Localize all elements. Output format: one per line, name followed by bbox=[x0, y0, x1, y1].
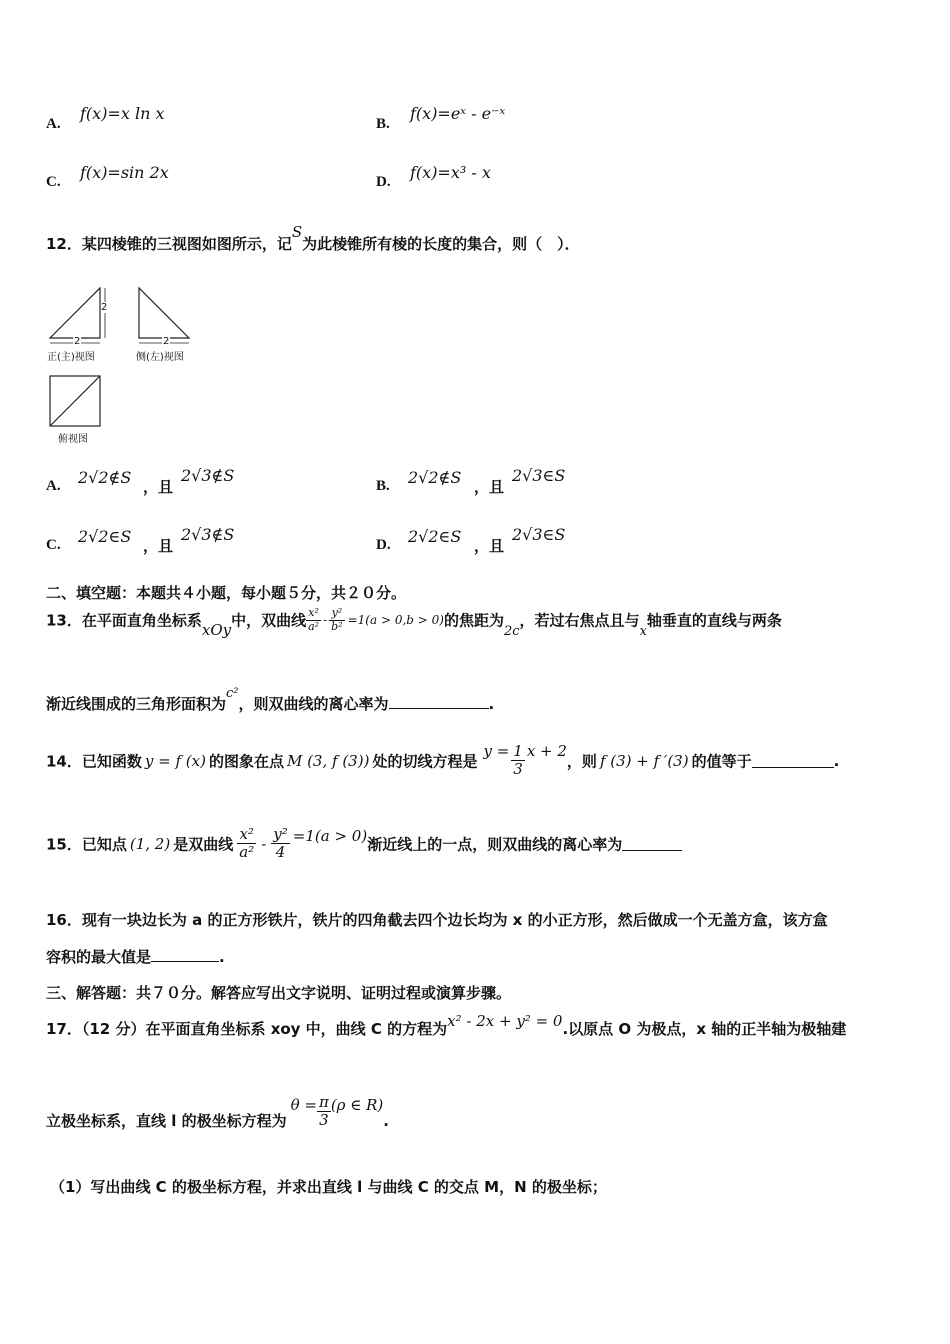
q14-frac-num: 1 bbox=[513, 742, 523, 760]
q12-option-c-sep: ，且 bbox=[143, 537, 174, 555]
q13-end: . bbox=[488, 695, 495, 713]
q12-var-s: S bbox=[291, 223, 303, 241]
q13-minus: - bbox=[323, 613, 328, 628]
q17-frac-num: π bbox=[318, 1093, 329, 1111]
top-view-caption: 俯视图 bbox=[58, 434, 88, 445]
q12-option-c-second: 2√3∉S bbox=[181, 525, 235, 544]
q11-option-d-label: D. bbox=[376, 174, 391, 190]
q14-line bbox=[46, 743, 839, 779]
q12-option-b-sep: ，且 bbox=[474, 478, 505, 496]
q14-frac-den: 3 bbox=[513, 760, 523, 779]
q12-option-c-label: C. bbox=[46, 537, 61, 553]
q15-point: (1, 2) bbox=[129, 834, 171, 853]
q13-answer-blank[interactable] bbox=[389, 694, 489, 709]
q13-condition: =1(a > 0,b > 0) bbox=[347, 613, 444, 628]
q13-text3: 的焦距为 bbox=[443, 611, 504, 630]
q17-line2 bbox=[46, 1094, 389, 1130]
q12-suffix: 为此棱锥所有棱的长度的集合，则（ ）． bbox=[302, 235, 580, 253]
q12-option-b-second: 2√3∈S bbox=[512, 466, 566, 485]
q17-subquestion-1: （1）写出曲线 C 的极坐标方程，并求出直线 l 与曲线 C 的交点 M，N 的极坐标； bbox=[50, 1178, 607, 1196]
q14-tail: x + 2 bbox=[526, 741, 567, 760]
q17-line1 bbox=[46, 1010, 847, 1038]
front-view-figure bbox=[50, 288, 108, 343]
q15-frac-x-den: a² bbox=[239, 843, 255, 862]
q15-text3: 渐近线上的一点，则双曲线的离心率为 bbox=[367, 835, 623, 854]
q13-text5: 轴垂直的直线与两条 bbox=[646, 611, 782, 630]
side-view-width-label: 2 bbox=[163, 336, 170, 347]
front-view-caption: 正(主)视图 bbox=[47, 352, 95, 363]
q15-frac-x-num: x² bbox=[237, 826, 256, 844]
section3-heading: 三、解答题：共７０分。解答应写出文字说明、证明过程或演算步骤。 bbox=[46, 984, 512, 1002]
q12-stem bbox=[46, 223, 580, 254]
q13-line2-text-b: ，则双曲线的离心率为 bbox=[238, 695, 389, 713]
q13-frac-x-num: x² bbox=[306, 607, 321, 621]
q17-frac bbox=[317, 1094, 331, 1130]
q12-prefix: 12．某四棱锥的三视图如图所示，记 bbox=[46, 235, 292, 253]
q12-option-a-sep: ，且 bbox=[143, 478, 174, 496]
q15-frac-y bbox=[271, 826, 290, 862]
q11-option-c-expr: f(x)=sin 2x bbox=[80, 163, 169, 182]
q11-option-d-expr: f(x)=x³ - x bbox=[410, 163, 491, 182]
q14-function: y = f (x) bbox=[144, 751, 206, 770]
side-view-caption: 侧(左)视图 bbox=[136, 352, 184, 363]
q17-frac-den: 3 bbox=[319, 1111, 329, 1130]
q17-text2: .以原点 O 为极点，x 轴的正半轴为极轴建 bbox=[562, 1020, 847, 1038]
q15-frac-y-den: 4 bbox=[275, 843, 286, 862]
q17-text1: 17．（12 分）在平面直角坐标系 xoy 中，曲线 C 的方程为 bbox=[46, 1020, 448, 1038]
q13-text4: ，若过右焦点且与 bbox=[519, 611, 640, 630]
side-view-figure bbox=[139, 288, 189, 343]
q16-line2 bbox=[46, 946, 225, 967]
q12-option-d-label: D. bbox=[376, 537, 391, 553]
q14-answer-blank[interactable] bbox=[752, 753, 834, 768]
q11-option-c-label: C. bbox=[46, 174, 61, 190]
q12-option-b-first: 2√2∉S bbox=[408, 468, 462, 487]
q12-option-a-second: 2√3∉S bbox=[181, 466, 235, 485]
q12-option-d-second: 2√3∈S bbox=[512, 525, 566, 544]
q14-point-m: M (3, f (3)) bbox=[286, 751, 370, 770]
q14-frac bbox=[509, 743, 527, 779]
q13-line2 bbox=[46, 681, 495, 713]
q13-frac-x bbox=[306, 607, 321, 633]
q12-option-a-first: 2√2∉S bbox=[78, 468, 132, 487]
front-view-width-label: 2 bbox=[74, 336, 81, 347]
q12-option-d-sep: ，且 bbox=[474, 537, 505, 555]
q11-option-b-label: B. bbox=[376, 116, 390, 132]
top-view-figure bbox=[50, 376, 100, 426]
q12-option-c-first: 2√2∈S bbox=[78, 527, 132, 546]
q15-line bbox=[46, 826, 682, 862]
q12-option-b-label: B. bbox=[376, 478, 390, 494]
q13-c-squared: c² bbox=[226, 686, 239, 701]
q15-text1: 15．已知点 bbox=[46, 835, 127, 854]
q12-option-d-first: 2√2∈S bbox=[408, 527, 462, 546]
q11-option-a-expr: f(x)=x ln x bbox=[80, 104, 165, 123]
q14-end: . bbox=[833, 751, 840, 770]
q15-frac-y-num: y² bbox=[273, 825, 288, 843]
q13-text2: 中，双曲线 bbox=[231, 611, 307, 630]
q11-option-b-expr: f(x)=eˣ - e⁻ˣ bbox=[410, 104, 506, 123]
q17-theta: θ = bbox=[290, 1096, 317, 1114]
q12-three-view-diagram bbox=[44, 282, 204, 444]
q13-2c: 2c bbox=[503, 623, 520, 639]
q13-frac-y bbox=[329, 607, 344, 633]
section2-heading: 二、填空题：本题共４小题，每小题５分，共２０分。 bbox=[46, 584, 407, 602]
q15-frac-x bbox=[233, 826, 256, 862]
q17-line2-text: 立极坐标系，直线 l 的极坐标方程为 bbox=[46, 1112, 287, 1130]
q13-line2-text-a: 渐近线围成的三角形面积为 bbox=[46, 695, 227, 713]
q13-frac-y-den: b² bbox=[331, 619, 343, 633]
q14-text4: ，则 bbox=[566, 752, 597, 771]
q17-end: . bbox=[383, 1112, 389, 1130]
q14-text5: 的值等于 bbox=[691, 752, 752, 771]
q13-text1: 13．在平面直角坐标系 bbox=[46, 611, 202, 630]
q15-minus: - bbox=[261, 834, 267, 853]
q14-text2: 的图象在点 bbox=[208, 752, 284, 771]
q13-frac-y-num: y² bbox=[329, 607, 344, 621]
q14-text3: 处的切线方程是 bbox=[372, 752, 478, 771]
q15-text2: 是双曲线 bbox=[173, 835, 234, 854]
q16-answer-blank[interactable] bbox=[151, 947, 219, 962]
q17-equation: x² - 2x + y² = 0 bbox=[447, 1012, 563, 1030]
front-view-height-label: 2 bbox=[101, 302, 108, 313]
q15-answer-blank[interactable] bbox=[622, 836, 682, 851]
q14-expr: f (3) + f ′(3) bbox=[599, 751, 689, 770]
q16-line1: 16．现有一块边长为 a 的正方形铁片，铁片的四角截去四个边长均为 x 的小正方形，然后做成一个无盖方盒，该方盒 bbox=[46, 911, 828, 929]
q11-option-a-label: A. bbox=[46, 116, 61, 132]
q13-xoy: xOy bbox=[201, 620, 232, 639]
q13-x: x bbox=[639, 623, 647, 639]
q13-frac-x-den: a² bbox=[308, 619, 320, 633]
q14-y-eq: y = bbox=[483, 741, 510, 760]
q16-end: . bbox=[219, 948, 225, 966]
q15-condition: =1(a > 0) bbox=[292, 826, 368, 845]
q14-text1: 14．已知函数 bbox=[46, 752, 142, 771]
q17-rho: (ρ ∈ R) bbox=[330, 1096, 384, 1114]
q12-option-a-label: A. bbox=[46, 478, 61, 494]
q16-line2-text: 容积的最大值是 bbox=[46, 948, 152, 966]
q13-line1 bbox=[46, 606, 782, 639]
